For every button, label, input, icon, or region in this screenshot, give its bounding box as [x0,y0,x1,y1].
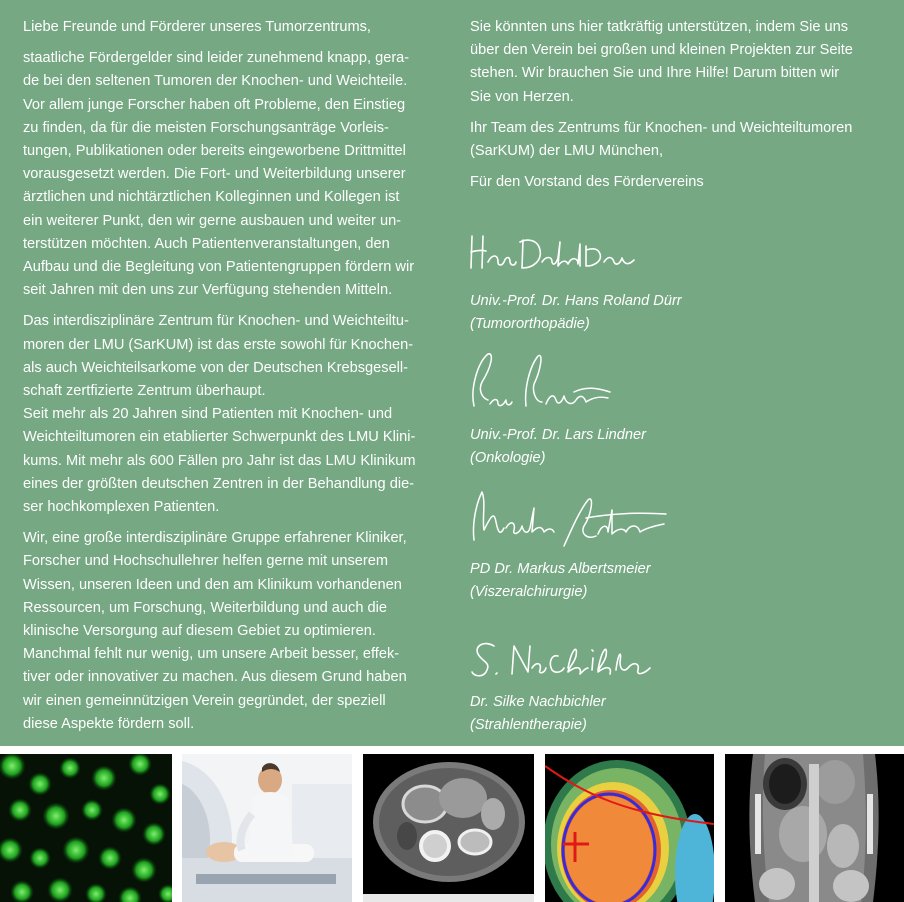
greeting: Liebe Freunde und Förderer unseres Tumorzentrums, [23,19,371,35]
signatory-name: Univ.-Prof. Dr. Hans Roland Dürr [470,293,682,309]
signatory-block-albertsmeier [470,558,870,603]
letter-left-column [23,16,431,744]
signatory-block-lindner [470,424,870,469]
signatory-department: (Strahlentherapie) [470,716,587,733]
support-paragraph: Sie könnten uns hier tatkräftig unterstützen, indem Sie uns über den Verein bei großen und kleinen Projekten zur Seite stehen. Wir brauchen Sie und Ihre Hilfe! Darum bitten wir Sie von Herzen. [470,19,853,105]
signature-albertsmeier-icon [468,488,673,550]
letter-paragraph-3: Wir, eine große interdisziplinäre Gruppe erfahrener Kliniker, Forscher und Hochschullehrer helfen gerne mit unserem Wissen, unseren Ideen und den am Klinikum vorhandenen Ressourcen, um Forschung, Weiterbildung und auch die klinische Versorgung auf diesem Gebiet zu optimieren. Manchmal fehlt nur wenig, um unsere Arbeit besser, effek- tiver oder innovativer zu machen. Aus diesem Grund haben wir einen gemeinnützigen Verein gegründet, der speziell diese Aspekte fördern soll. [23,530,407,732]
signature-duerr-icon [468,228,643,276]
signature-lindner-icon [468,348,618,416]
signatory-name: Univ.-Prof. Dr. Lars Lindner [470,427,646,443]
fluorescence-microscopy-image [0,754,172,902]
board-closing: Für den Vorstand des Fördervereins [470,174,704,191]
patient-mri-scanner-photo [182,754,352,902]
signatory-block-duerr [470,290,870,335]
letter-paragraph-2: Das interdisziplinäre Zentrum für Knochen- und Weichteiltu- moren der LMU (SarKUM) ist das erste sowohl für Knochen- als auch Weichteilsarkome von der Deutschen Krebsgesell- schaft zertfizierte Zentrum überhaupt. Seit mehr als 20 Jahren sind Patienten mit Knochen- und Weichteiltumoren ein etablierter Schwerpunkt des LMU Klini- kums. Mit mehr als 600 Fällen pro Jahr ist das LMU Klinikum eines der größten deutschen Zentren in der Behandlung die- ser hochkomplexen Patienten. [23,313,416,516]
letter-paragraph-1: staatliche Fördergelder sind leider zunehmend knapp, gera- de bei den seltenen Tumoren der Knochen- und Weichteile. Vor allem junge Forscher haben oft Probleme, den Einstieg zu finden, da für die meisten Forschungsanträge Vorleis- tungen, Publikationen oder bereits eingeworbene Drittmittel vorausgesetzt werden. Die Fort- und Weiterbildung unserer ärztlichen und nichtärztlichen Kolleginnen und Kollegen ist ein weiterer Punkt, den wir gerne ausbauen und weiter un- terstützen möchten. Auch Patientenveranstaltungen, den Aufbau und die Begleitung von Patientengruppen fördern wir seit Jahren mit den uns zur Verfügung stehenden Mitteln. [23,50,415,299]
signatory-name: PD Dr. Markus Albertsmeier [470,561,651,577]
signatory-department: (Viszeralchirurgie) [470,583,588,600]
signature-nachbichler-icon [468,634,653,682]
signatory-department: (Tumororthopädie) [470,315,590,332]
medical-photo-strip [0,754,904,902]
signatory-block-nachbichler [470,691,870,736]
signatory-name: Dr. Silke Nachbichler [470,694,606,710]
axial-ct-scan-image [363,754,534,902]
coronal-ct-scan-image [725,754,904,902]
team-closing: Ihr Team des Zentrums für Knochen- und Weichteiltumoren (SarKUM) der LMU München, [470,119,853,160]
radiotherapy-dose-plan-image [545,754,714,902]
signatory-department: (Onkologie) [470,449,546,466]
letter-right-column [470,16,880,202]
